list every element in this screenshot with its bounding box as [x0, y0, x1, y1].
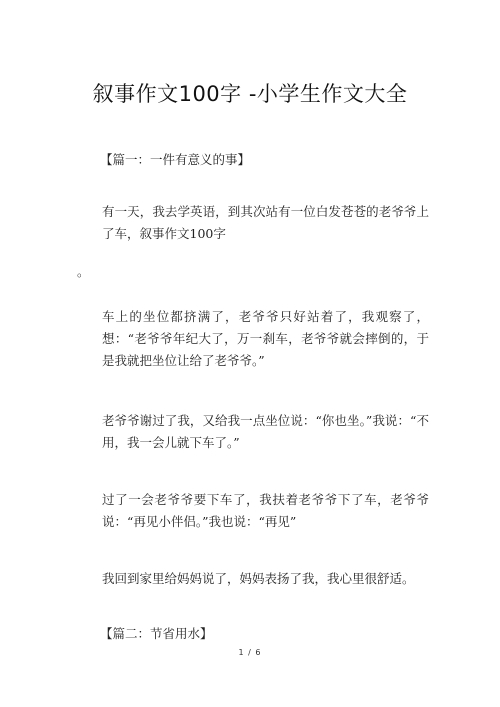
- paragraph-5: [77, 489, 429, 533]
- paragraph-1: [77, 201, 429, 245]
- paragraph-6-text: 我回到家里给妈妈说了，妈妈表扬了我，我心里很舒适。: [102, 571, 415, 586]
- paragraph-4-text: 老爷爷谢过了我，又给我一点坐位说：“你也坐。”我说：“不用，我一会儿就下车了。”: [102, 413, 429, 450]
- paragraph-6: [77, 568, 429, 590]
- paragraph-4: [77, 410, 429, 454]
- paragraph-1-text: 有一天，我去学英语，到其次站有一位白发苍苍的老爷爷上了车，叙事作文100字: [102, 204, 429, 241]
- section-heading-2: 【篇二：节省用水】: [100, 626, 213, 641]
- paragraph-3: [77, 306, 429, 372]
- section-heading-1: 【篇一：一件有意义的事】: [100, 152, 251, 167]
- document-title: 叙事作文100字 -小学生作文大全: [92, 82, 408, 106]
- paragraph-3-text: 车上的坐位都挤满了，老爷爷只好站着了，我观察了，想：“老爷爷年纪大了，万一刹车，老爷爷就会摔倒的，于是我就把坐位让给了老爷爷。”: [102, 309, 429, 368]
- paragraph-2: 。: [77, 264, 90, 279]
- paragraph-5-text: 过了一会老爷爷要下车了，我扶着老爷爷下了车，老爷爷说：“再见小伴侣。”我也说：“再见”: [102, 492, 429, 529]
- page-number: 1 / 6: [238, 648, 262, 657]
